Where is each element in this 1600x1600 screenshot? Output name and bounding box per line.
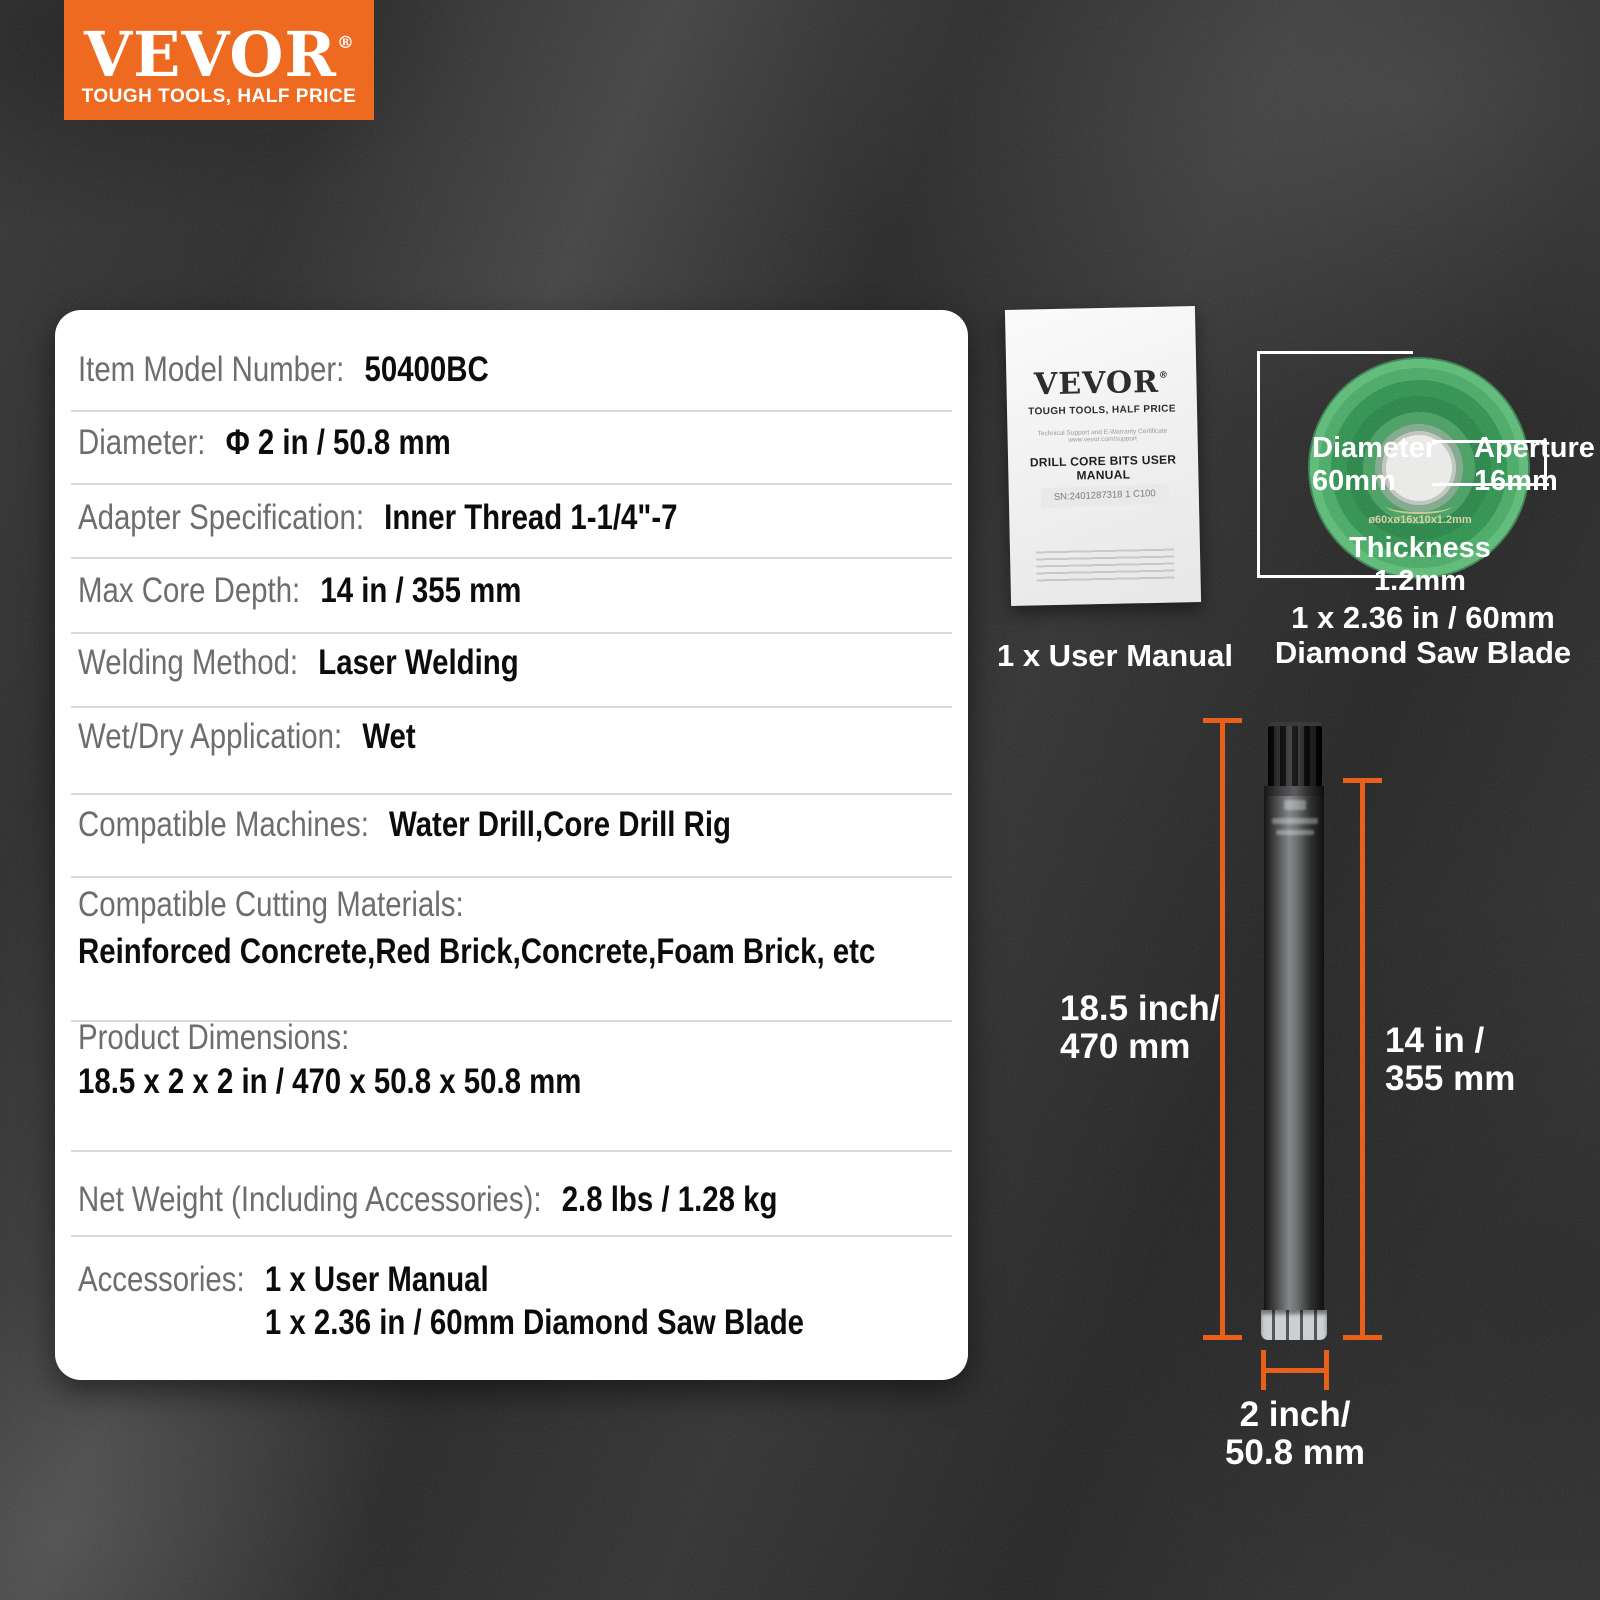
spec-row-model [78, 348, 489, 392]
dim-label-barrel-height [1385, 1022, 1515, 1098]
brand-tagline: TOUGH TOOLS, HALF PRICE [81, 86, 357, 107]
manual-registered-mark: ® [1158, 370, 1169, 381]
user-manual-image [1005, 306, 1201, 606]
spec-value: Φ 2 in / 50.8 mm [225, 423, 451, 462]
dimension-line-total-height [1220, 718, 1225, 1340]
spec-row-accessories [78, 1258, 804, 1344]
spec-label: Welding Method: [78, 643, 299, 682]
spec-value: Laser Welding [318, 643, 519, 682]
manual-brand [1006, 364, 1197, 403]
spec-row-machines [78, 803, 731, 847]
manual-tagline: TOUGH TOOLS, HALF PRICE [1028, 403, 1177, 418]
dimension-line-diameter [1263, 1368, 1327, 1373]
drill-barrel [1264, 796, 1324, 1310]
label-text: Diameter [1312, 432, 1437, 464]
spec-label: Product Dimensions: [78, 1018, 350, 1057]
spec-row-core-depth [78, 569, 521, 613]
spec-label: Net Weight (Including Accessories): [78, 1180, 542, 1219]
spec-label: Accessories: [78, 1260, 245, 1299]
spec-label: Diameter: [78, 423, 206, 462]
dim-label-total-height [1060, 990, 1220, 1066]
caption-line: 1 x 2.36 in / 60mm [1291, 600, 1555, 635]
divider [71, 410, 952, 412]
blade-etch-arc [1386, 498, 1452, 514]
spec-row-dimensions-value [78, 1060, 581, 1104]
dimension-line-barrel-height [1360, 778, 1365, 1340]
manual-title: DRILL CORE BITS USER MANUAL [1029, 452, 1177, 483]
spec-value: Wet [362, 717, 416, 756]
dim-line: 2 inch/ [1239, 1395, 1351, 1434]
spec-label: Item Model Number: [78, 350, 345, 389]
spec-row-diameter [78, 421, 451, 465]
spec-row-materials-value [78, 930, 875, 974]
spec-row-wet-dry [78, 715, 416, 759]
registered-mark: ® [336, 33, 354, 53]
dim-line: 14 in / [1385, 1021, 1485, 1060]
blade-diameter-cap-top [1257, 351, 1413, 354]
dimension-tick [1324, 1350, 1329, 1390]
dim-line: 355 mm [1385, 1059, 1516, 1098]
spec-value: 14 in / 355 mm [320, 571, 522, 610]
spec-value: Reinforced Concrete,Red Brick,Concrete,Foam Brick, etc [78, 932, 876, 971]
drill-segment-teeth [1261, 1310, 1327, 1340]
divider [71, 632, 952, 634]
dimension-tick [1261, 1350, 1266, 1390]
spec-value: Water Drill,Core Drill Rig [389, 805, 732, 844]
dimension-cap [1203, 1335, 1242, 1340]
divider [71, 557, 952, 559]
blade-spec-etching: ø60xø16x10x1.2mm [1368, 514, 1472, 526]
spec-label: Max Core Depth: [78, 571, 301, 610]
spec-card [55, 310, 968, 1380]
drill-marking [1272, 818, 1318, 824]
manual-fineprint [1036, 549, 1175, 586]
dimension-cap [1343, 778, 1382, 783]
blade-diameter-label [1312, 432, 1436, 498]
spec-label: Compatible Cutting Materials: [78, 885, 464, 924]
label-value: 60mm [1312, 465, 1396, 497]
spec-row-welding [78, 641, 519, 685]
dim-line: 18.5 inch/ [1060, 989, 1220, 1028]
blade-aperture-label [1474, 432, 1595, 498]
vevor-logo [64, 0, 374, 120]
divider [71, 706, 952, 708]
spec-row-weight [78, 1178, 777, 1222]
drill-adapter-top [1268, 722, 1322, 790]
manual-serial: SN:2401287318 1 C100 [1041, 484, 1170, 509]
spec-value: Inner Thread 1-1/4"-7 [384, 498, 678, 537]
dimension-cap [1203, 718, 1242, 723]
manual-support-line: Technical Support and E-Warranty Certificate www.vevor.com/support [1037, 427, 1168, 444]
spec-row-adapter [78, 496, 677, 540]
blade-diameter-line [1257, 352, 1260, 578]
accessory-item: 1 x 2.36 in / 60mm Diamond Saw Blade [264, 1303, 805, 1342]
spec-value: 18.5 x 2 x 2 in / 470 x 50.8 x 50.8 mm [78, 1062, 582, 1101]
spec-value: 2.8 lbs / 1.28 kg [561, 1180, 778, 1219]
divider [71, 876, 952, 878]
brand-wordmark [64, 12, 374, 91]
dim-label-diameter [1195, 1396, 1395, 1472]
spec-row-dimensions-label [78, 1016, 349, 1060]
label-value: 16mm [1474, 465, 1558, 497]
divider [71, 1235, 952, 1237]
spec-value-list [265, 1258, 804, 1344]
spec-value: 50400BC [364, 350, 489, 389]
divider [71, 1150, 952, 1152]
manual-caption: 1 x User Manual [996, 638, 1234, 673]
manual-brand-text: VEVOR [1033, 364, 1160, 403]
blade-caption [1258, 600, 1588, 670]
drill-marking [1284, 800, 1306, 810]
label-value: 1.2mm [1374, 565, 1466, 597]
divider [71, 793, 952, 795]
dim-line: 50.8 mm [1224, 1433, 1366, 1472]
spec-label: Wet/Dry Application: [78, 717, 343, 756]
drill-marking [1276, 830, 1314, 835]
spec-row-materials-label [78, 883, 464, 927]
spec-label: Compatible Machines: [78, 805, 369, 844]
spec-label: Adapter Specification: [78, 498, 365, 537]
divider [71, 483, 952, 485]
dimension-cap [1343, 1335, 1382, 1340]
accessory-item: 1 x User Manual [264, 1260, 489, 1299]
dim-line: 470 mm [1060, 1027, 1191, 1066]
label-text: Thickness [1349, 532, 1491, 564]
brand-text: VEVOR [84, 18, 337, 91]
label-text: Aperture [1474, 432, 1595, 464]
blade-thickness-label [1330, 532, 1510, 598]
caption-line: Diamond Saw Blade [1274, 635, 1572, 670]
